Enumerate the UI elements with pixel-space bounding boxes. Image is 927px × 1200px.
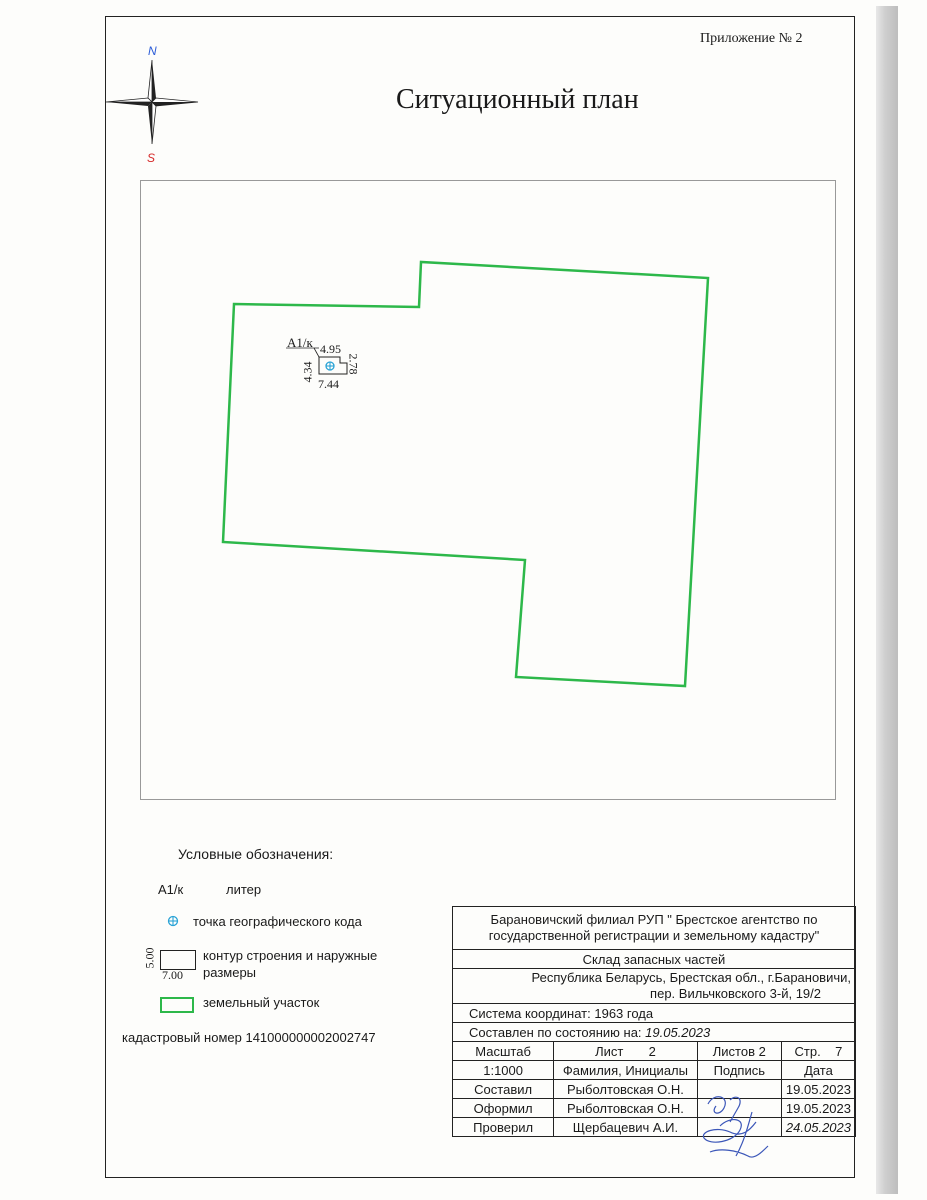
row-date: 24.05.2023 [781,1118,855,1137]
row-date: 19.05.2023 [781,1099,855,1118]
row-signature [697,1099,781,1118]
legend-title: Условные обозначения: [178,846,334,862]
building-liter-label: А1/к [287,335,313,350]
col-date-header: Дата [781,1061,855,1080]
compass-south-label: S [147,151,156,165]
appendix-label: Приложение № 2 [700,31,803,46]
geo-point-icon [326,362,334,370]
table-row [453,1118,856,1137]
compass-north-label: N [148,44,157,58]
title-block-state-date [453,1023,856,1042]
dimension-bottom: 7.44 [318,377,339,391]
row-name: Рыболтовская О.Н. [554,1080,697,1099]
scale-label: Масштаб [453,1042,554,1061]
title-block-coordinates [453,1004,856,1023]
table-row [453,1080,856,1099]
col-name-header: Фамилия, Инициалы [554,1061,697,1080]
address-line-1: Республика Беларусь, Брестская обл., г.Барановичи, [531,970,851,985]
row-date: 19.05.2023 [781,1080,855,1099]
dimension-right: 2.78 [346,353,361,375]
scale-value: 1:1000 [453,1061,554,1080]
legend-building-swatch [160,950,196,970]
page-value: 7 [835,1043,843,1059]
row-signature [697,1080,781,1099]
title-block-table [452,906,856,1137]
state-date-value: 19.05.2023 [645,1024,711,1040]
legend-geo-text: точка географического кода [193,914,362,929]
dimension-top: 4.95 [320,342,341,356]
legend-geo-point-icon [167,915,179,927]
row-role: Оформил [453,1099,554,1118]
row-role: Проверил [453,1118,554,1137]
legend-liter-symbol: А1/к [158,882,184,897]
row-signature [697,1118,781,1137]
legend-liter-text: литер [226,882,262,897]
row-role: Составил [453,1080,554,1099]
cadastral-number: кадастровый номер 141000000002002747 [122,1030,376,1045]
address-line-2: пер. Вильчковского 3-й, 19/2 [650,986,821,1001]
page-cell [781,1042,855,1061]
legend-building-text-1: контур строения и наружные [203,948,378,963]
legend-parcel-swatch [160,997,194,1013]
legend-building-dim-horizontal: 7.00 [162,968,183,982]
title-block-address [453,969,856,1004]
sheets-count: Листов 2 [697,1042,781,1061]
col-sign-header: Подпись [697,1061,781,1080]
title-block-organization [453,907,856,950]
table-row [453,1099,856,1118]
page-title: Ситуационный план [396,84,639,115]
legend-building-dim-vertical: 5.00 [142,947,157,969]
legend-building-text-2: размеры [203,965,257,980]
dimension-left: 4.34 [300,361,315,383]
coordinates-value: 1963 года [594,1005,654,1021]
title-block-object: Склад запасных частей [453,950,856,969]
row-name: Щербацевич А.И. [554,1118,697,1137]
coordinates-label: Система координат: [469,1005,591,1021]
sheet-cell [554,1042,697,1061]
row-name: Рыболтовская О.Н. [554,1099,697,1118]
sheet-value: 2 [648,1043,656,1059]
page-label: Стр. [794,1043,821,1059]
state-date-label: Составлен по состоянию на: [469,1024,642,1040]
sheet-label: Лист [595,1043,624,1059]
organization-line-1: Барановичский филиал РУП " Брестское агентство по [490,912,818,927]
organization-line-2: государственной регистрации и земельному кадастру" [488,928,820,943]
legend-parcel-text: земельный участок [203,995,320,1010]
